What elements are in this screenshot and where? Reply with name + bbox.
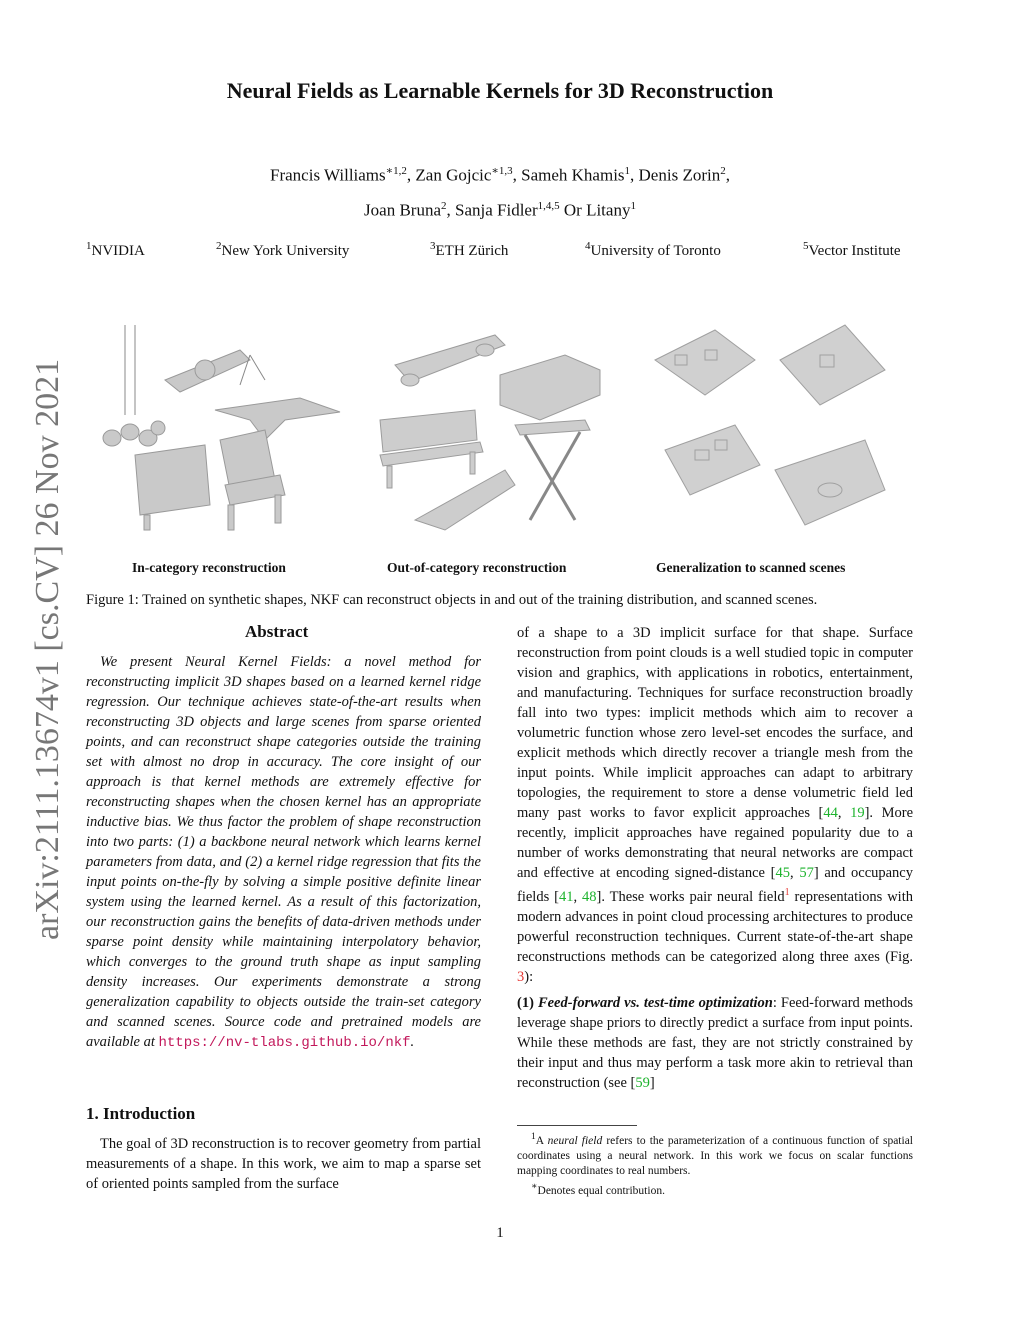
- affiliation-3: $^3$ETH Zürich: [430, 240, 509, 259]
- figure-ref-3[interactable]: 3: [517, 968, 525, 985]
- abstract-text: We present Neural Kernel Fields: a novel method for reconstructing implicit 3D shapes based on a learned kernel ridge regression. Our technique achieves state-of-the-art results when reconstructing 3D objects and large scenes from sparse oriented points, and can reconstruct shape categories outside the training set with almost no drop in accuracy. The core insight of our approach is that kernel methods are extremely effective for reconstructing shapes when the chosen kernel has an appropriate inductive bias. We thus factor the problem of shape reconstruction into two parts: (1) a backbone neural network which learns kernel parameters from data, and (2) a kernel ridge regression that fits the input points on-the-fly by solving a simple positive definite linear system using the learned kernel. As a result of this factorization, our reconstruction gains the benefits of data-driven methods under sparse point density while maintaining interpolatory behavior, which converges to the ground truth shape as input sampling density increases. Our experiments demonstrate a strong generalization capability to objects outside the train-set category and scanned scenes. Source code and pretrained models are available at: [86, 654, 481, 1050]
- right-paragraph-1: of a shape to a 3D implicit surface for that shape. Surface reconstruction from point clouds is a well studied topic in computer vision and graphics, with applications in robotics, entertainment, and manufacturing. Techniques for surface reconstruction broadly fall into two types: implicit methods which aim to recover a volumetric function whose zero level-set encodes the surface, and explicit methods which directly recover a triangle mesh from the input points. While implicit approaches can adapt to arbitrary topologies, the requirement to store a dense volumetric field led many past works to favor explicit approaches [44, 19]. More recently, implicit approaches have regained popularity due to a number of works demonstrating that neural networks are compact and effective at encoding signed-distance [45, 57] and occupancy fields [41, 48]. These works pair neural field$^1$ representations with modern advances in point cloud processing architectures to produce powerful reconstruction techniques. Current state-of-the-art shape reconstructions methods can be categorized along three axes (Fig. 3):: [517, 625, 914, 985]
- affiliation-2: $^2$New York University: [216, 240, 350, 259]
- abstract-heading: Abstract: [245, 622, 309, 641]
- page-number: 1: [496, 1225, 504, 1241]
- right-paragraph-2: (1) Feed-forward vs. test-time optimization: Feed-forward methods leverage shape priors to directly predict a surface from input points. While these methods are fast, they are not strictly constrained by their input and thus may perform a task more akin to retrieval than reconstruction (see [59]: [517, 994, 913, 1091]
- affiliation-5: $^5$Vector Institute: [803, 240, 901, 259]
- figure-label-in-category: In-category reconstruction: [132, 560, 286, 575]
- intro-body: [86, 1134, 481, 1194]
- figure-panel-scanned-scenes: [645, 320, 895, 540]
- citation-45[interactable]: 45: [775, 865, 791, 881]
- intro-heading: 1. Introduction: [86, 1104, 196, 1123]
- arxiv-stamp: [20, 350, 70, 950]
- intro-text: The goal of 3D reconstruction is to recover geometry from partial measurements of a shape. In this work, we aim to map a sparse set of oriented points sampled from the surface: [86, 1136, 481, 1192]
- citation-48[interactable]: 48: [581, 888, 597, 905]
- citation-44[interactable]: 44: [823, 805, 838, 821]
- citation-57[interactable]: 57: [799, 865, 814, 881]
- citation-19[interactable]: 19: [850, 805, 865, 821]
- footnote-2: ∗Denotes equal contribution.: [531, 1180, 665, 1197]
- right-column: [517, 623, 913, 1093]
- figure-panel-out-of-category: [365, 320, 615, 540]
- figure-panel-in-category: [100, 320, 380, 540]
- footnote-1: $^1$A neural field refers to the parameterization of a continuous function of spatial coordinates using a neural network. In this work we focus on scalar functions mapping coordinates to real numbers.: [517, 1131, 913, 1177]
- authors-line-2: Joan Bruna$^2$, Sanja Fidler$^{1,4,5}$ Or Litany$^1$: [364, 200, 636, 220]
- footnotes: [517, 1129, 913, 1199]
- citation-59[interactable]: 59: [635, 1074, 650, 1091]
- figure-label-scanned-scenes: Generalization to scanned scenes: [656, 560, 846, 575]
- abstract-body: We present Neural Kernel Fields: a novel method for reconstructing implicit 3D shapes based on a learned kernel ridge regression. Our technique achieves state-of-the-art results when reconstructing 3D objects and large scenes from sparse oriented points, and can reconstruct shape categories outside the training set with almost no drop in accuracy. The core insight of our approach is that kernel methods are extremely effective for reconstructing shapes when the chosen kernel has an appropriate inductive bias. We thus factor the problem of shape reconstruction into two parts: (1) a backbone neural network which learns kernel parameters from data, and (2) a kernel ridge regression that fits the input points on-the-fly by solving a simple positive definite linear system using the learned kernel. As a result of this factorization, our reconstruction gains the benefits of data-driven methods under sparse point density while maintaining interpolatory behavior, which converges to the ground truth shape as input sampling density increases. Our experiments demonstrate a strong generalization capability to objects outside the train-set category and scanned scenes. Source code and pretrained models are available at https://nv-tlabs.github.io/nkf.: [86, 654, 481, 1051]
- citation-41[interactable]: 41: [558, 888, 574, 905]
- affiliation-1: $^1$NVIDIA: [86, 240, 145, 259]
- footnote-ref-1[interactable]: 1: [784, 887, 790, 898]
- figure-label-out-of-category: Out-of-category reconstruction: [387, 560, 567, 575]
- authors-line-1: Francis Williams$^{∗1,2}$, Zan Gojcic$^{∗1,3}$, Sameh Khamis$^1$, Denis Zorin$^2$,: [270, 165, 730, 185]
- arxiv-stamp-text: arXiv:2111.13674v1 [cs.CV] 26 Nov 2021: [29, 358, 66, 940]
- affiliation-4: $^4$University of Toronto: [585, 240, 721, 259]
- code-link[interactable]: https://nv-tlabs.github.io/nkf: [158, 1035, 411, 1051]
- figure-caption: Figure 1: Trained on synthetic shapes, NKF can reconstruct objects in and out of the training distribution, and scanned scenes.: [86, 592, 818, 608]
- paper-title: Neural Fields as Learnable Kernels for 3D Reconstruction: [226, 78, 774, 103]
- footnote-rule: [517, 1125, 637, 1126]
